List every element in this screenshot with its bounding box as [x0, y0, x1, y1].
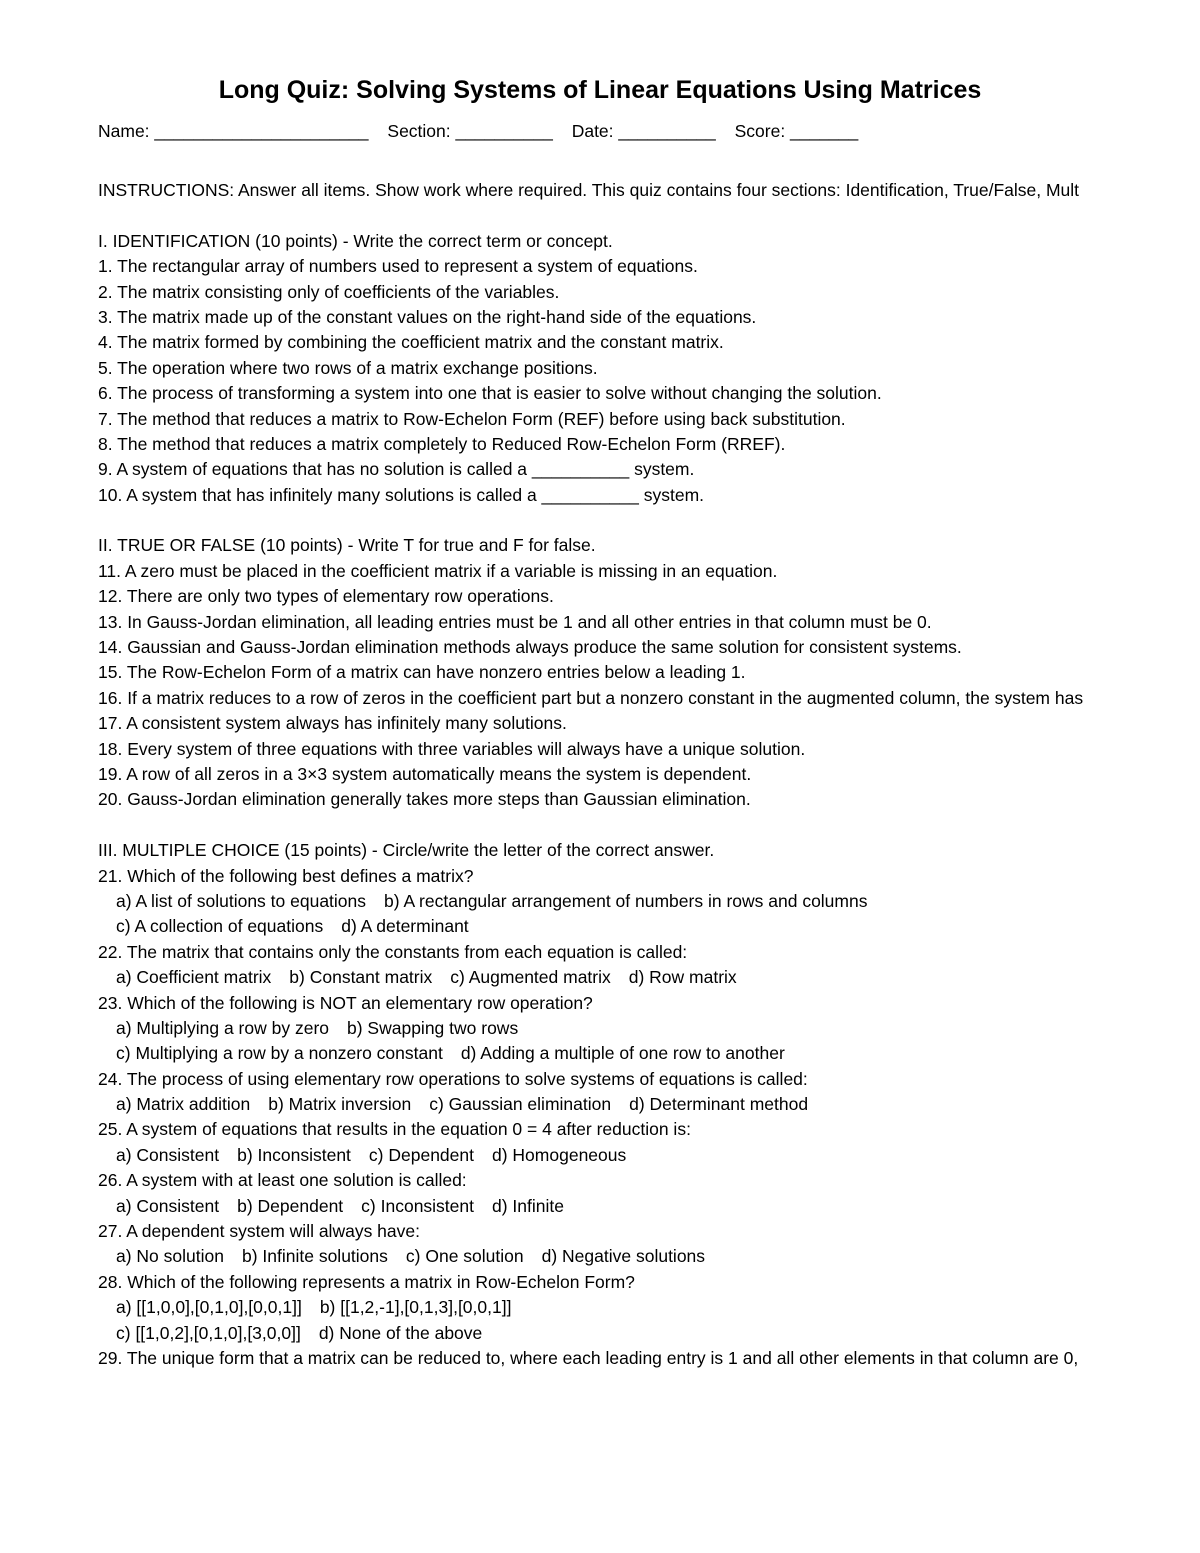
question-item: 13. In Gauss-Jordan elimination, all leading entries must be 1 and all other entries in that column must be 0.	[98, 611, 932, 632]
option-d: d) Row matrix	[628, 967, 737, 988]
option-a: a) Matrix addition	[116, 1094, 251, 1115]
answer-options	[98, 1244, 1200, 1269]
option-d: d) Infinite	[492, 1195, 564, 1216]
option-d: d) Negative solutions	[541, 1246, 706, 1267]
answer-options	[98, 1194, 1200, 1219]
option-a: a) Consistent	[116, 1195, 220, 1216]
option-c: c) Gaussian elimination	[429, 1094, 612, 1115]
score-field: Score: _______	[734, 121, 859, 141]
question-item: 3. The matrix made up of the constant values on the right-hand side of the equations.	[98, 306, 757, 327]
question-item: 21. Which of the following best defines a matrix?	[98, 865, 474, 886]
question-item: 6. The process of transforming a system into one that is easier to solve without changing the solution.	[98, 383, 882, 404]
option-b: b) Dependent	[237, 1195, 344, 1216]
option-c: c) One solution	[405, 1246, 524, 1267]
instructions: INSTRUCTIONS: Answer all items. Show work where required. This quiz contains four sections: Identification, True/False, Mult	[98, 180, 1080, 200]
option-b: b) Swapping two rows	[347, 1017, 519, 1038]
option-a: a) [[1,0,0],[0,1,0],[0,0,1]]	[116, 1297, 302, 1318]
option-b: b) A rectangular arrangement of numbers in rows and columns	[384, 890, 868, 911]
answer-options	[98, 1092, 1200, 1117]
section-heading-multiple-choice: III. MULTIPLE CHOICE (15 points) - Circle/write the letter of the correct answer.	[98, 840, 715, 861]
option-d: d) Homogeneous	[492, 1144, 627, 1165]
question-item: 29. The unique form that a matrix can be reduced to, where each leading entry is 1 and all other elements in that column are 0,	[98, 1347, 1079, 1368]
question-item: 20. Gauss-Jordan elimination generally takes more steps than Gaussian elimination.	[98, 789, 751, 810]
option-a: a) No solution	[116, 1246, 224, 1267]
section-field: Section: __________	[387, 121, 553, 141]
name-field: Name: ______________________	[98, 121, 369, 141]
question-item: 2. The matrix consisting only of coefficients of the variables.	[98, 281, 560, 302]
question-item: 8. The method that reduces a matrix completely to Reduced Row-Echelon Form (RREF).	[98, 433, 786, 454]
question-item: 15. The Row-Echelon Form of a matrix can have nonzero entries below a leading 1.	[98, 662, 746, 683]
answer-options	[98, 1041, 1200, 1066]
option-d: d) None of the above	[318, 1322, 483, 1343]
question-item: 11. A zero must be placed in the coefficient matrix if a variable is missing in an equation.	[98, 560, 778, 581]
option-d: d) Determinant method	[629, 1094, 809, 1115]
page-title: Long Quiz: Solving Systems of Linear Equations Using Matrices	[218, 76, 982, 104]
option-b: b) [[1,2,-1],[0,1,3],[0,0,1]]	[319, 1297, 512, 1318]
question-item: 7. The method that reduces a matrix to Row-Echelon Form (REF) before using back substitution.	[98, 408, 846, 429]
option-d: d) Adding a multiple of one row to another	[460, 1043, 785, 1064]
option-c: c) [[1,0,2],[0,1,0],[3,0,0]]	[116, 1322, 301, 1343]
answer-options	[98, 1143, 1200, 1168]
option-c: c) Inconsistent	[361, 1195, 474, 1216]
question-item: 4. The matrix formed by combining the coefficient matrix and the constant matrix.	[98, 332, 724, 353]
question-item: 1. The rectangular array of numbers used to represent a system of equations.	[98, 256, 698, 277]
option-d: d) A determinant	[341, 916, 469, 937]
quiz-body	[98, 178, 1200, 1371]
question-item: 9. A system of equations that has no solution is called a __________ system.	[98, 459, 695, 480]
option-c: c) Augmented matrix	[450, 967, 611, 988]
answer-options	[98, 1321, 1200, 1346]
question-item: 24. The process of using elementary row operations to solve systems of equations is called:	[98, 1068, 808, 1089]
answer-options	[98, 965, 1200, 990]
option-c: c) A collection of equations	[116, 916, 324, 937]
section-heading-identification: I. IDENTIFICATION (10 points) - Write the correct term or concept.	[98, 230, 613, 251]
student-info-line	[98, 119, 872, 143]
option-b: b) Constant matrix	[289, 967, 433, 988]
question-item: 26. A system with at least one solution is called:	[98, 1170, 467, 1191]
option-a: a) Multiplying a row by zero	[116, 1017, 329, 1038]
question-item: 25. A system of equations that results in the equation 0 = 4 after reduction is:	[98, 1119, 691, 1140]
answer-options	[98, 889, 1200, 914]
answer-options	[98, 1016, 1200, 1041]
question-item: 16. If a matrix reduces to a row of zeros in the coefficient part but a nonzero constant in the augmented column, the system has	[98, 687, 1084, 708]
question-item: 17. A consistent system always has infinitely many solutions.	[98, 713, 567, 734]
option-a: a) Coefficient matrix	[116, 967, 272, 988]
question-item: 28. Which of the following represents a matrix in Row-Echelon Form?	[98, 1271, 635, 1292]
answer-options	[98, 1295, 1200, 1320]
question-item: 23. Which of the following is NOT an elementary row operation?	[98, 992, 593, 1013]
question-item: 14. Gaussian and Gauss-Jordan elimination methods always produce the same solution for consistent systems.	[98, 637, 962, 658]
question-item: 12. There are only two types of elementary row operations.	[98, 586, 554, 607]
option-b: b) Matrix inversion	[268, 1094, 412, 1115]
option-c: c) Multiplying a row by a nonzero constant	[116, 1043, 443, 1064]
question-item: 27. A dependent system will always have:	[98, 1221, 420, 1242]
question-item: 19. A row of all zeros in a 3×3 system automatically means the system is dependent.	[98, 763, 752, 784]
section-heading-true-false: II. TRUE OR FALSE (10 points) - Write T for true and F for false.	[98, 535, 596, 556]
option-b: b) Inconsistent	[237, 1144, 351, 1165]
question-item: 22. The matrix that contains only the constants from each equation is called:	[98, 941, 688, 962]
date-field: Date: __________	[571, 121, 716, 141]
question-item: 18. Every system of three equations with three variables will always have a unique solution.	[98, 738, 806, 759]
question-item: 10. A system that has infinitely many solutions is called a __________ system.	[98, 484, 705, 505]
option-b: b) Infinite solutions	[241, 1246, 388, 1267]
question-item: 5. The operation where two rows of a matrix exchange positions.	[98, 357, 598, 378]
option-a: a) Consistent	[116, 1144, 220, 1165]
answer-options	[98, 914, 1200, 939]
option-a: a) A list of solutions to equations	[116, 890, 367, 911]
option-c: c) Dependent	[368, 1144, 474, 1165]
